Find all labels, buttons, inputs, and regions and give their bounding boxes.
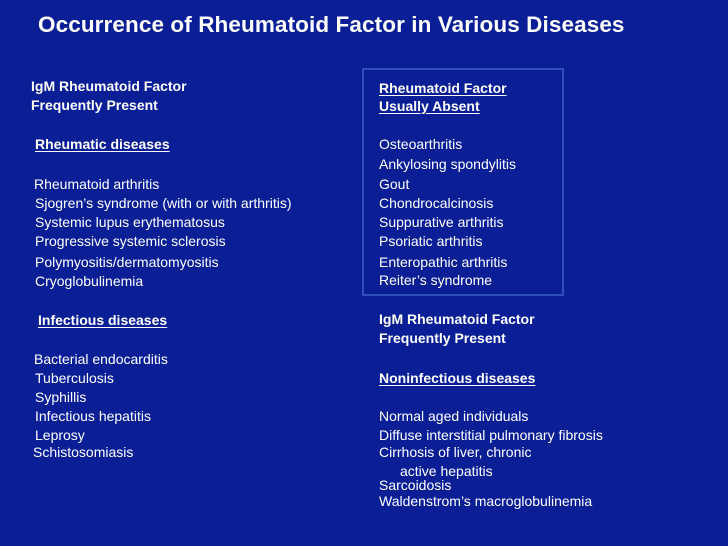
list-item: Cirrhosis of liver, chronic xyxy=(379,444,532,460)
list-item: Ankylosing spondylitis xyxy=(379,156,516,172)
present-header-line2: Frequently Present xyxy=(379,330,506,346)
list-item: Sjogren’s syndrome (with or with arthritis) xyxy=(35,195,292,211)
present-header-line1: IgM Rheumatoid Factor xyxy=(379,311,535,327)
list-item: Gout xyxy=(379,176,410,192)
absent-header-line2: Usually Absent xyxy=(379,98,480,114)
left-header-line2: Frequently Present xyxy=(31,97,158,113)
list-item: Systemic lupus erythematosus xyxy=(35,214,225,230)
list-item: Syphillis xyxy=(35,389,87,405)
list-item: Psoriatic arthritis xyxy=(379,233,483,249)
list-item: Progressive systemic sclerosis xyxy=(35,233,226,249)
list-item: Normal aged individuals xyxy=(379,408,529,424)
list-item: Bacterial endocarditis xyxy=(34,351,168,367)
list-item: Reiter’s syndrome xyxy=(379,272,493,288)
list-item: Diffuse interstitial pulmonary fibrosis xyxy=(379,427,603,443)
list-item: Cryoglobulinemia xyxy=(35,273,144,289)
list-item: Schistosomiasis xyxy=(33,444,134,460)
list-item: Infectious hepatitis xyxy=(35,408,151,424)
list-item: Enteropathic arthritis xyxy=(379,254,508,270)
list-item: active hepatitis xyxy=(400,463,493,479)
list-item: Tuberculosis xyxy=(35,370,114,386)
rheumatic-diseases-heading: Rheumatic diseases xyxy=(35,136,170,152)
list-item: Rheumatoid arthritis xyxy=(34,176,160,192)
list-item: Suppurative arthritis xyxy=(379,214,504,230)
infectious-diseases-heading: Infectious diseases xyxy=(38,312,168,328)
left-header-line1: IgM Rheumatoid Factor xyxy=(31,78,187,94)
list-item: Osteoarthritis xyxy=(379,136,463,152)
list-item: Chondrocalcinosis xyxy=(379,195,494,211)
list-item: Leprosy xyxy=(35,427,85,443)
slide-title: Occurrence of Rheumatoid Factor in Various Diseases xyxy=(38,12,625,37)
noninfectious-diseases-heading: Noninfectious diseases xyxy=(379,370,536,386)
list-item: Polymyositis/dermatomyositis xyxy=(35,254,219,270)
list-item: Waldenstrom’s macroglobulinemia xyxy=(379,493,593,509)
list-item: Sarcoidosis xyxy=(379,477,452,493)
absent-header-line1: Rheumatoid Factor xyxy=(379,80,507,96)
